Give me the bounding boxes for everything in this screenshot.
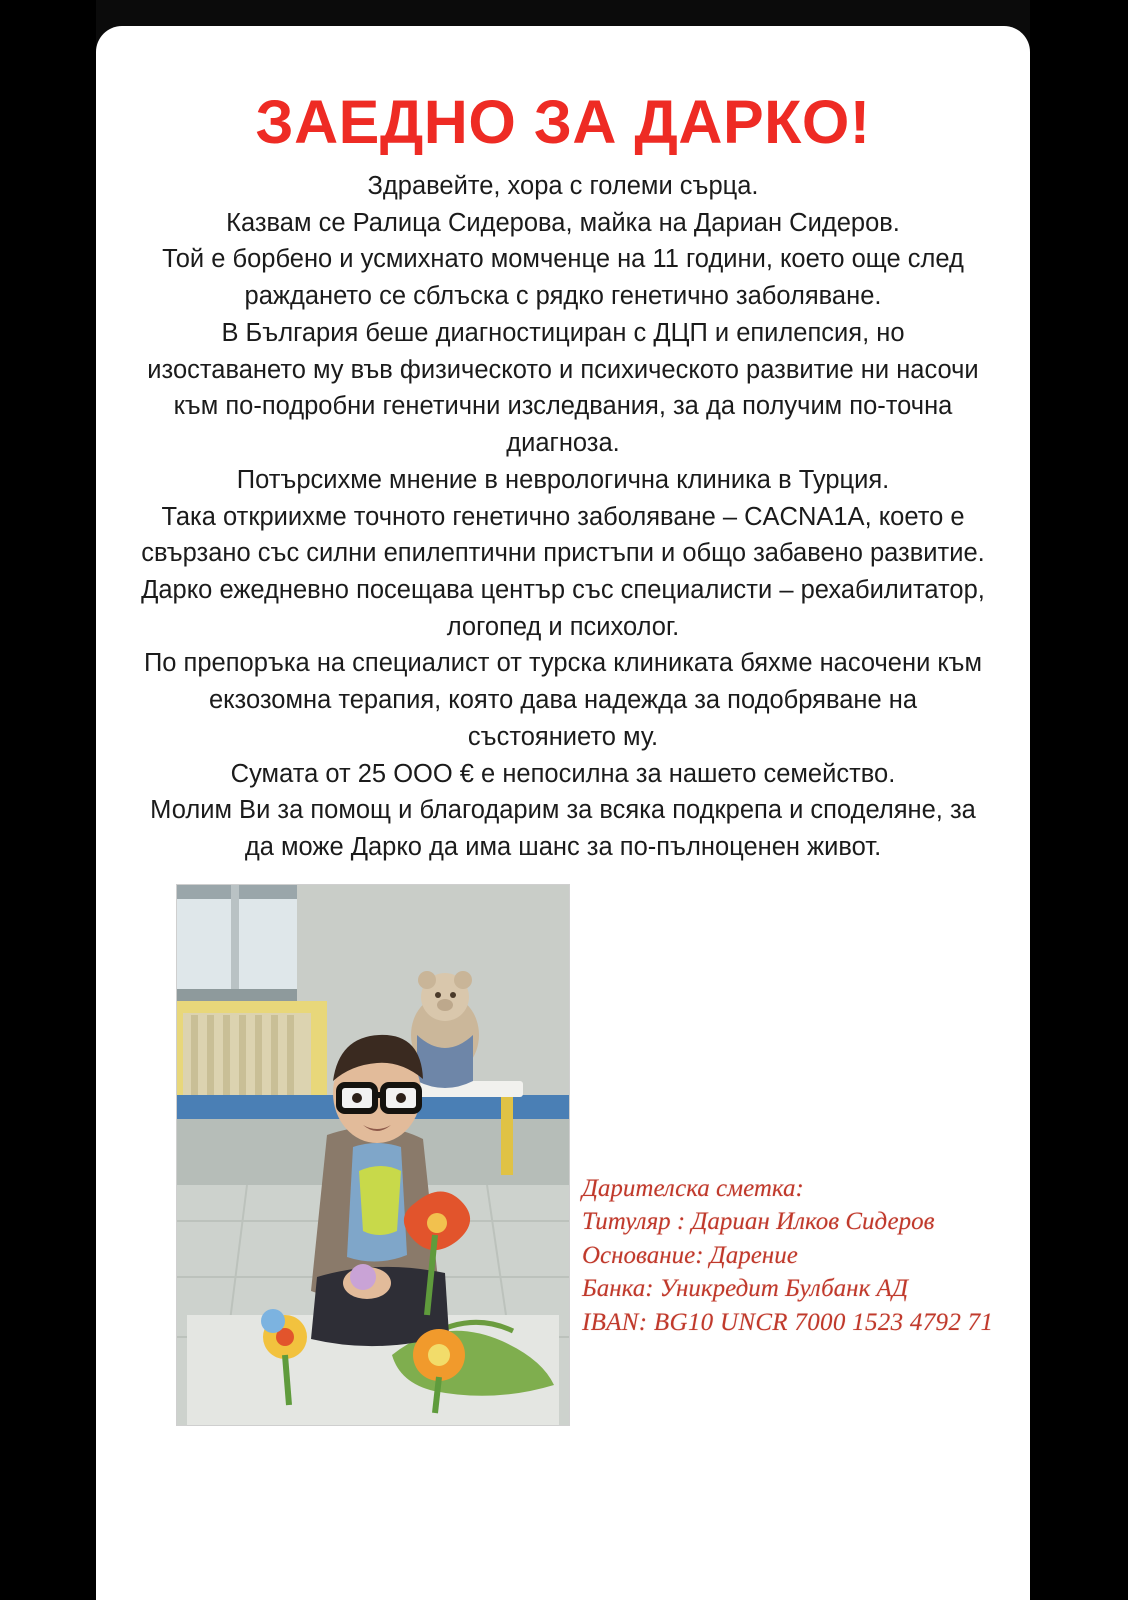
poster-content — [96, 26, 1030, 1444]
poster-lower-section — [136, 884, 994, 1444]
poster-card — [96, 26, 1030, 1600]
photo-illustration — [177, 885, 569, 1425]
account-holder: Титуляр : Дариан Илков Сидеров — [582, 1208, 935, 1236]
paragraph: Дарко ежедневно посещава център със специалисти – рехабилитатор, логопед и психолог. — [141, 575, 985, 641]
left-gutter — [0, 0, 96, 1600]
page-title: ЗАЕДНО ЗА ДАРКО! — [255, 88, 871, 156]
paragraph: Молим Ви за помощ и благодарим за всяка подкрепа и споделяне, за да може Дарко да има шанс за по-пълноценен живот. — [150, 796, 976, 861]
paragraph: Така откриихме точното генетично заболяване – CACNA1A, което е свързано със силни епилептични пристъпи и общо забавено развитие. — [141, 502, 985, 568]
right-gutter — [1030, 0, 1128, 1600]
paragraph: По препоръка на специалист от турска клиниката бяхме насочени към екзозомна терапия, която дава надежда за подобряване на състоянието му. — [143, 649, 983, 751]
poster-body — [136, 168, 990, 866]
paragraph: Сумата от 25 ООО € е непосилна за нашето семейство. — [230, 759, 896, 788]
paragraph: Той е борбено и усмихнато момченце на 11 години, което още след раждането се сблъска с рядко генетично заболяване. — [162, 245, 964, 311]
child-photo — [176, 884, 570, 1426]
paragraph: Казвам се Ралица Сидерова, майка на Дариан Сидеров. — [226, 208, 900, 237]
paragraph: Потърсихме мнение в неврологична клиника в Турция. — [236, 465, 890, 494]
donation-account-block — [582, 1172, 1030, 1340]
payment-reason: Основание: Дарение — [582, 1241, 798, 1269]
paragraph: Здравейте, хора с големи сърца. — [367, 172, 759, 201]
donation-account-title: Дарителска сметка: — [582, 1174, 804, 1202]
paragraph: В България беше диагностициран с ДЦП и епилепсия, но изоставането му във физическото и психическото развитие ни насочи към по-подробни генетични изследвания, за да получим по-точна диагноза. — [147, 318, 979, 458]
iban-number: IBAN: BG10 UNCR 7000 1523 4792 71 — [582, 1308, 994, 1336]
bank-name: Банка: Уникредит Булбанк АД — [582, 1275, 909, 1303]
